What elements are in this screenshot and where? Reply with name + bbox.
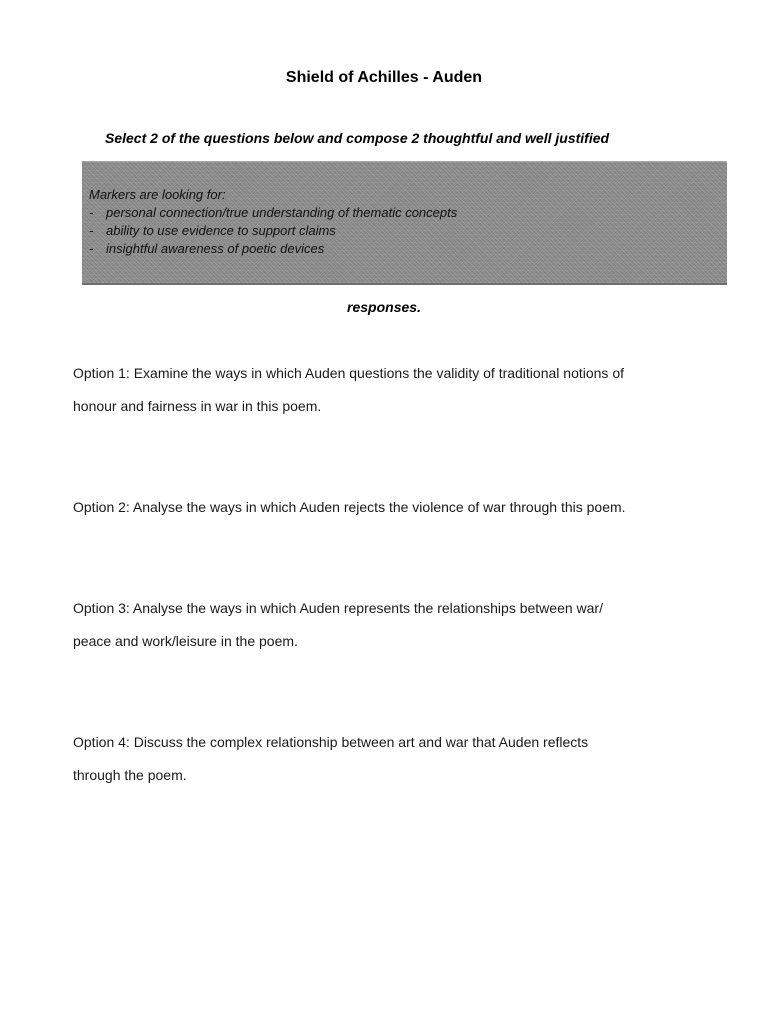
markers-heading: Markers are looking for: <box>89 187 226 202</box>
dash-bullet-icon: - <box>89 223 94 238</box>
criteria-item <box>89 222 727 240</box>
option-line: peace and work/leisure in the poem. <box>73 633 298 649</box>
option-line: Option 2: Analyse the ways in which Auden rejects the violence of war through this poem. <box>73 499 626 515</box>
option-line: through the poem. <box>73 767 187 783</box>
instruction-text-continued: responses. <box>347 299 421 315</box>
option-line: Option 3: Analyse the ways in which Auden represents the relationships between war/ <box>73 600 603 616</box>
criteria-item <box>89 240 727 258</box>
option-line: Option 4: Discuss the complex relationship between art and war that Auden reflects <box>73 734 589 750</box>
dash-bullet-icon: - <box>89 241 94 256</box>
criteria-text: insightful awareness of poetic devices <box>106 241 325 256</box>
option-line: honour and fairness in war in this poem. <box>73 398 322 414</box>
option-2 <box>73 491 713 524</box>
option-3 <box>73 592 713 658</box>
criteria-text: personal connection/true understanding of thematic concepts <box>106 205 458 220</box>
document-title: Shield of Achilles - Auden <box>285 69 483 86</box>
instruction-text: Select 2 of the questions below and compose 2 thoughtful and well justified <box>105 130 610 146</box>
option-line: Option 1: Examine the ways in which Auden questions the validity of traditional notions of <box>73 365 624 381</box>
markers-criteria-box <box>82 161 727 285</box>
criteria-text: ability to use evidence to support claims <box>106 223 336 238</box>
option-4 <box>73 726 713 792</box>
criteria-item <box>89 204 727 222</box>
markers-criteria-list <box>89 204 727 258</box>
dash-bullet-icon: - <box>89 205 94 220</box>
option-1 <box>73 357 713 423</box>
